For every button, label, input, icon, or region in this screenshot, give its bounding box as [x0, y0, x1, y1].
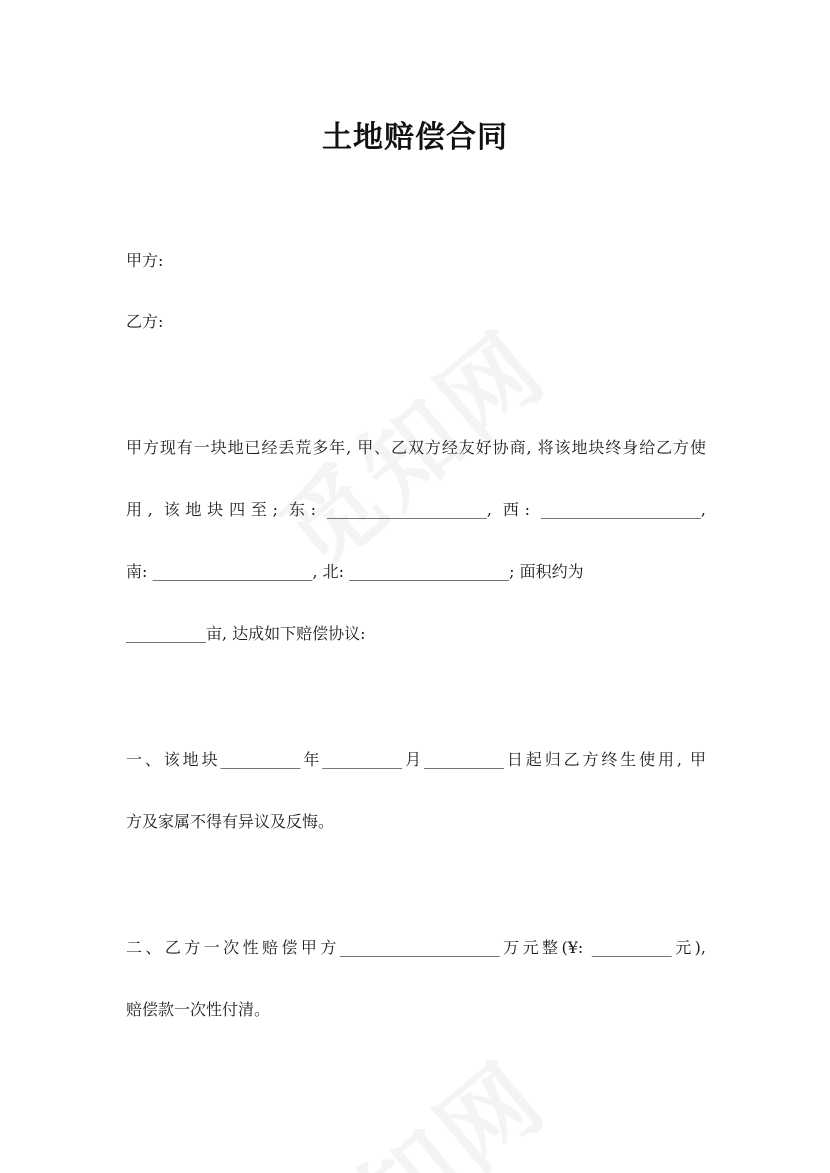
watermark-text [248, 260, 612, 596]
intro-line-4: __________亩, 达成如下赔偿协议: [126, 624, 366, 643]
clause-2-line-1: 二、乙方一次性赔偿甲方____________________万元整(¥: __________元), [126, 938, 706, 957]
party-b-label: 乙方: [126, 312, 164, 331]
clause-1-line-1: 一、该地块__________年__________月__________日起归乙方终生使用, 甲 [126, 750, 706, 769]
watermark [250, 360, 610, 500]
intro-line-1: 甲方现有一块地已经丢荒多年, 甲、乙双方经友好协商, 将该地块终身给乙方使 [126, 438, 706, 457]
clause-1-line-2: 方及家属不得有异议及反悔。 [126, 812, 335, 831]
document-title: 土地赔偿合同 [322, 120, 508, 155]
party-a-label: 甲方: [126, 251, 164, 270]
intro-line-3: 南: ____________________, 北: ____________________; 面积约为 [126, 562, 584, 581]
intro-line-2: 用, 该地块四至; 东: ____________________, 西: ____________________, [126, 500, 706, 519]
watermark-bottom [250, 1090, 610, 1173]
clause-2-line-2: 赔偿款一次性付清。 [126, 1000, 271, 1019]
watermark-text-bottom [248, 990, 612, 1173]
